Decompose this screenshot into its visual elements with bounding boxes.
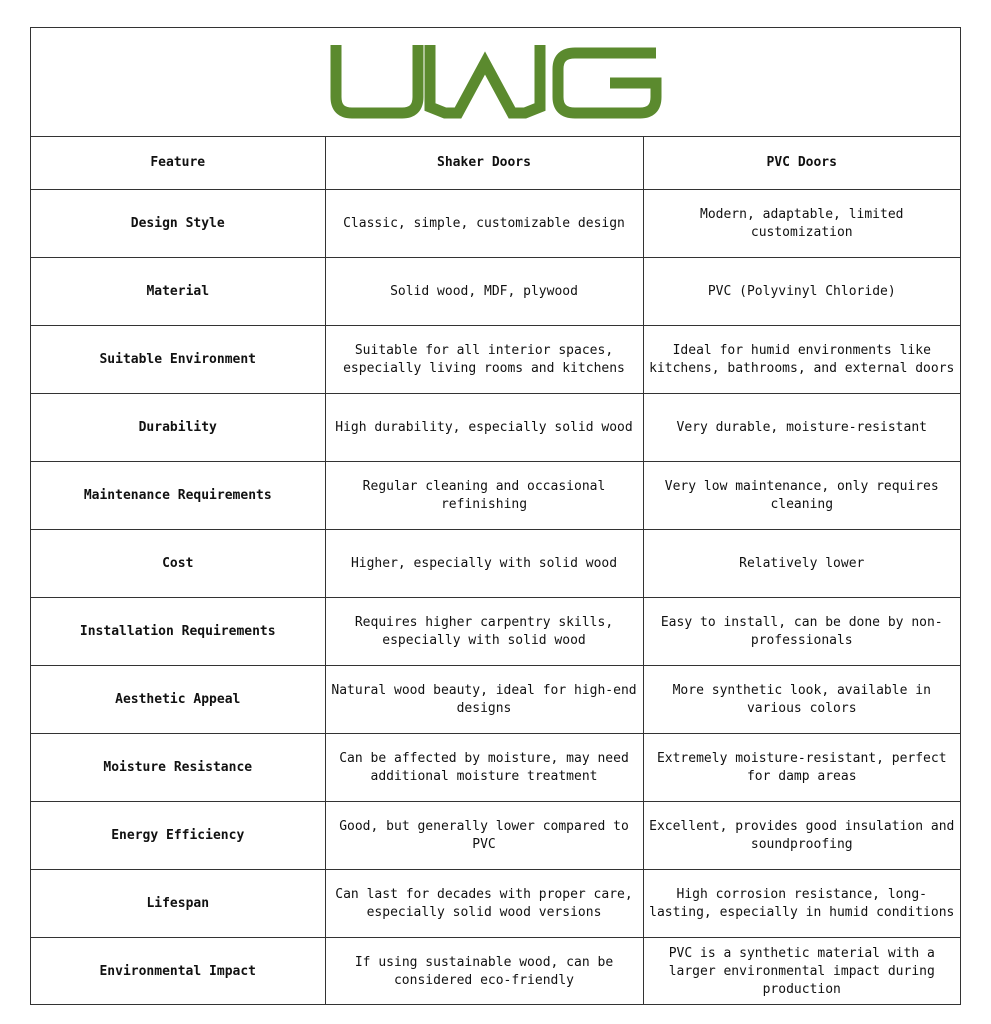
feature-cell: Aesthetic Appeal — [31, 666, 325, 734]
shaker-cell: High durability, especially solid wood — [325, 394, 643, 462]
shaker-cell: Classic, simple, customizable design — [325, 190, 643, 258]
pvc-cell: High corrosion resistance, long-lasting, especially in humid conditions — [643, 870, 960, 938]
pvc-cell: Very low maintenance, only requires cleaning — [643, 462, 960, 530]
feature-cell: Installation Requirements — [31, 598, 325, 666]
pvc-cell: Excellent, provides good insulation and soundproofing — [643, 802, 960, 870]
feature-cell: Design Style — [31, 190, 325, 258]
table-row — [31, 598, 960, 666]
shaker-cell: Higher, especially with solid wood — [325, 530, 643, 598]
pvc-cell: Modern, adaptable, limited customization — [643, 190, 960, 258]
table-row — [31, 802, 960, 870]
pvc-cell: Easy to install, can be done by non-professionals — [643, 598, 960, 666]
shaker-cell: Solid wood, MDF, plywood — [325, 258, 643, 326]
feature-cell: Maintenance Requirements — [31, 462, 325, 530]
logo-banner — [31, 28, 960, 137]
table-row — [31, 938, 960, 1006]
table-row — [31, 530, 960, 598]
shaker-cell: Natural wood beauty, ideal for high-end designs — [325, 666, 643, 734]
table-row — [31, 666, 960, 734]
feature-cell: Moisture Resistance — [31, 734, 325, 802]
header-row — [31, 137, 960, 190]
feature-cell: Suitable Environment — [31, 326, 325, 394]
table-row — [31, 870, 960, 938]
feature-cell: Energy Efficiency — [31, 802, 325, 870]
feature-cell: Lifespan — [31, 870, 325, 938]
shaker-cell: Good, but generally lower compared to PVC — [325, 802, 643, 870]
pvc-cell: Very durable, moisture-resistant — [643, 394, 960, 462]
header-feature: Feature — [31, 137, 325, 190]
shaker-cell: Requires higher carpentry skills, especially with solid wood — [325, 598, 643, 666]
comparison-document — [30, 27, 961, 1005]
pvc-cell: PVC (Polyvinyl Chloride) — [643, 258, 960, 326]
feature-cell: Cost — [31, 530, 325, 598]
table-row — [31, 326, 960, 394]
pvc-cell: Extremely moisture-resistant, perfect for damp areas — [643, 734, 960, 802]
shaker-cell: Suitable for all interior spaces, especially living rooms and kitchens — [325, 326, 643, 394]
table-row — [31, 394, 960, 462]
uwg-logo — [330, 45, 662, 119]
feature-cell: Durability — [31, 394, 325, 462]
shaker-cell: Regular cleaning and occasional refinishing — [325, 462, 643, 530]
table-row — [31, 734, 960, 802]
table-row — [31, 462, 960, 530]
pvc-cell: More synthetic look, available in various colors — [643, 666, 960, 734]
pvc-cell: PVC is a synthetic material with a larger environmental impact during production — [668, 945, 935, 997]
feature-cell: Environmental Impact — [31, 938, 325, 1006]
comparison-table — [31, 137, 960, 1005]
table-row — [31, 258, 960, 326]
pvc-cell: Ideal for humid environments like kitchens, bathrooms, and external doors — [643, 326, 960, 394]
table-row — [31, 190, 960, 258]
shaker-cell: If using sustainable wood, can be considered eco-friendly — [325, 938, 643, 1006]
shaker-cell: Can last for decades with proper care, especially solid wood versions — [325, 870, 643, 938]
pvc-cell: Relatively lower — [643, 530, 960, 598]
header-pvc-doors: PVC Doors — [643, 137, 960, 190]
header-shaker-doors: Shaker Doors — [325, 137, 643, 190]
feature-cell: Material — [31, 258, 325, 326]
shaker-cell: Can be affected by moisture, may need additional moisture treatment — [325, 734, 643, 802]
